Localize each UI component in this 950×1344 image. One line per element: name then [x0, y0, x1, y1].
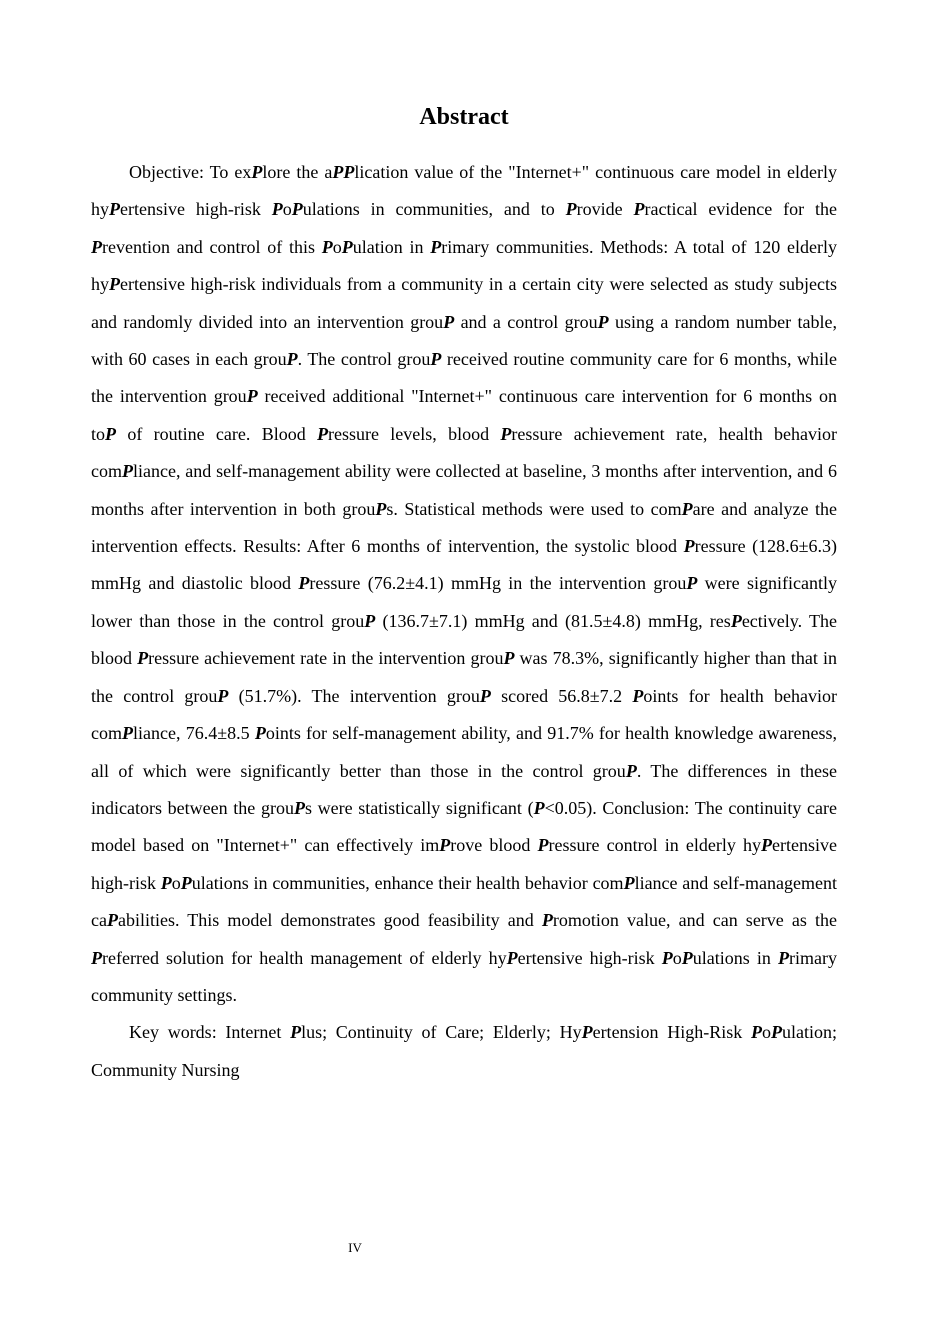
styled-letter: P [341, 236, 353, 257]
text-run: s were statistically significant ( [304, 797, 534, 818]
styled-letter: P [681, 498, 693, 519]
styled-letter: P [291, 199, 303, 220]
styled-letter: P [286, 349, 298, 370]
styled-letter: P [632, 685, 644, 706]
text-run: ressure levels, blood [328, 423, 501, 444]
styled-letter: P [581, 1022, 593, 1043]
styled-letter: P [730, 610, 742, 631]
text-run: romotion value, and can serve as the [552, 910, 838, 931]
abstract-title: Abstract [419, 104, 509, 130]
text-run: liance, and self-management ability were collected at baseline, 3 months after intervention, and 6 months after intervention in both grou [91, 461, 837, 519]
text-run: rimary communities. Methods: A total of 120 elderly hy [91, 236, 837, 295]
styled-letter: P [633, 199, 645, 220]
styled-letter: P [750, 1022, 762, 1043]
styled-letter: P [683, 536, 695, 557]
text-run: oints for health behavior com [91, 685, 837, 744]
text-run: scored 56.8±7.2 [490, 685, 633, 706]
text-run: was 78.3%, significantly higher than that in the control grou [91, 648, 837, 706]
styled-letter: P [298, 573, 310, 594]
text-run: o [332, 236, 342, 257]
text-run: received additional "Internet+" continuous care intervention for 6 months on to [91, 386, 837, 444]
styled-letter: P [623, 872, 635, 893]
text-run: . The control grou [297, 349, 431, 370]
styled-letter: P [430, 349, 442, 370]
text-run: lication value of the "Internet+" continuous care model in elderly hy [91, 162, 838, 220]
text-run: ulation; Community Nursing [91, 1022, 837, 1080]
text-run: ectively. The blood [91, 610, 837, 669]
text-run: using a random number table, with 60 cases in each grou [91, 311, 837, 370]
styled-letter: P [254, 723, 266, 744]
page-number: IV [348, 1240, 362, 1255]
text-run: referred solution for health management of elderly hy [102, 947, 507, 968]
styled-letter: P [597, 311, 609, 332]
text-run: were significantly lower than those in the control grou [91, 573, 837, 631]
text-run: received routine community care for 6 months, while the intervention grou [91, 349, 837, 407]
text-run: lore the a [262, 162, 333, 182]
styled-letter: P [625, 760, 637, 781]
text-run: o [282, 199, 292, 220]
styled-letter: P [541, 910, 553, 931]
styled-letter: P [770, 1022, 782, 1043]
text-run: ressure (76.2±4.1) mmHg in the intervention grou [309, 573, 687, 594]
text-run: ressure achievement rate in the intervention grou [148, 648, 504, 669]
styled-letter: P [91, 947, 102, 968]
text-run: <0.05). Conclusion: The continuity care model based on "Internet+" can effectively im [91, 797, 838, 856]
styled-letter: P [500, 423, 512, 444]
text-run: ressure achievement rate, health behavior com [91, 423, 837, 482]
styled-letter: P [506, 947, 518, 968]
text-run: and a control grou [454, 311, 598, 332]
styled-letter: P [686, 573, 698, 594]
text-run: ressure control in elderly hy [548, 835, 762, 856]
text-run: are and analyze the intervention effects. Results: After 6 months of intervention, the systolic blood [91, 498, 837, 557]
styled-letter: P [317, 423, 329, 444]
styled-letter: P [290, 1022, 302, 1043]
styled-letter: PP [332, 162, 355, 182]
styled-letter: P [430, 236, 442, 257]
styled-letter: P [122, 461, 133, 482]
text-run: ulations in [692, 947, 779, 968]
styled-letter: P [106, 910, 118, 931]
styled-letter: P [443, 311, 455, 332]
styled-letter: P [137, 648, 149, 669]
text-run: ulations in communities, and to [302, 199, 566, 220]
styled-letter: P [321, 236, 333, 257]
styled-letter: P [271, 199, 283, 220]
styled-letter: P [479, 685, 491, 706]
styled-letter: P [439, 835, 451, 856]
styled-letter: P [246, 386, 258, 407]
styled-letter: P [122, 723, 133, 744]
text-run: ertensive high-risk individuals from a community in a certain city were selected as study subjects and randomly divided into an intervention grou [91, 274, 837, 332]
text-run: oints for self-management ability, and 91.7% for health knowledge awareness, all of which were significantly better than those in the control grou [91, 723, 837, 781]
text-run: liance, 76.4±8.5 [133, 723, 255, 744]
styled-letter: P [778, 947, 790, 968]
styled-letter: P [180, 872, 192, 893]
abstract-paragraph [91, 154, 837, 1014]
text-run: abilities. This model demonstrates good feasibility and [117, 910, 542, 931]
text-run: rovide [576, 199, 634, 220]
styled-letter: P [537, 835, 549, 856]
keywords-paragraph [91, 1014, 837, 1089]
text-run: rove blood [450, 835, 538, 856]
styled-letter: P [503, 648, 515, 669]
text-run: revention and control of this [102, 236, 322, 257]
text-run: ertensive high-risk [517, 947, 662, 968]
styled-letter: P [761, 835, 773, 856]
text-run: ertensive high-risk [91, 835, 838, 893]
styled-letter: P [217, 685, 229, 706]
text-run: s. Statistical methods were used to com [386, 498, 682, 519]
text-run: ractical evidence for the [644, 199, 838, 220]
text-run: o [672, 947, 682, 968]
text-run: (136.7±7.1) mmHg and (81.5±4.8) mmHg, res [375, 610, 731, 631]
text-run: Objective: To ex [129, 162, 252, 182]
styled-letter: P [375, 498, 387, 519]
text-run: o [171, 872, 181, 893]
styled-letter: P [251, 162, 263, 182]
text-run: lus; Continuity of Care; Elderly; Hy [301, 1022, 582, 1043]
abstract-body [91, 154, 837, 1089]
styled-letter: P [105, 423, 117, 444]
text-run: rimary community settings. [91, 947, 837, 1005]
styled-letter: P [293, 797, 305, 818]
text-run: liance and self-management ca [91, 872, 838, 931]
text-run: . The differences in these indicators between the grou [91, 760, 838, 818]
text-run: o [761, 1022, 771, 1043]
text-run: (51.7%). The intervention grou [228, 685, 480, 706]
text-run: ertension High-Risk [592, 1022, 751, 1043]
styled-letter: P [661, 947, 673, 968]
styled-letter: P [681, 947, 693, 968]
styled-letter: P [109, 199, 120, 220]
styled-letter: P [533, 797, 545, 818]
text-run: ertensive high-risk [120, 199, 272, 220]
text-run: ulation in [352, 236, 431, 257]
styled-letter: P [565, 199, 577, 220]
styled-letter: P [109, 274, 120, 295]
text-run: ressure (128.6±6.3) mmHg and diastolic blood [91, 536, 838, 594]
styled-letter: P [364, 610, 376, 631]
text-run: ulations in communities, enhance their health behavior com [191, 872, 624, 893]
styled-letter: P [160, 872, 172, 893]
text-run: of routine care. Blood [116, 423, 318, 444]
styled-letter: P [91, 236, 102, 257]
text-run: Key words: Internet [129, 1022, 291, 1043]
